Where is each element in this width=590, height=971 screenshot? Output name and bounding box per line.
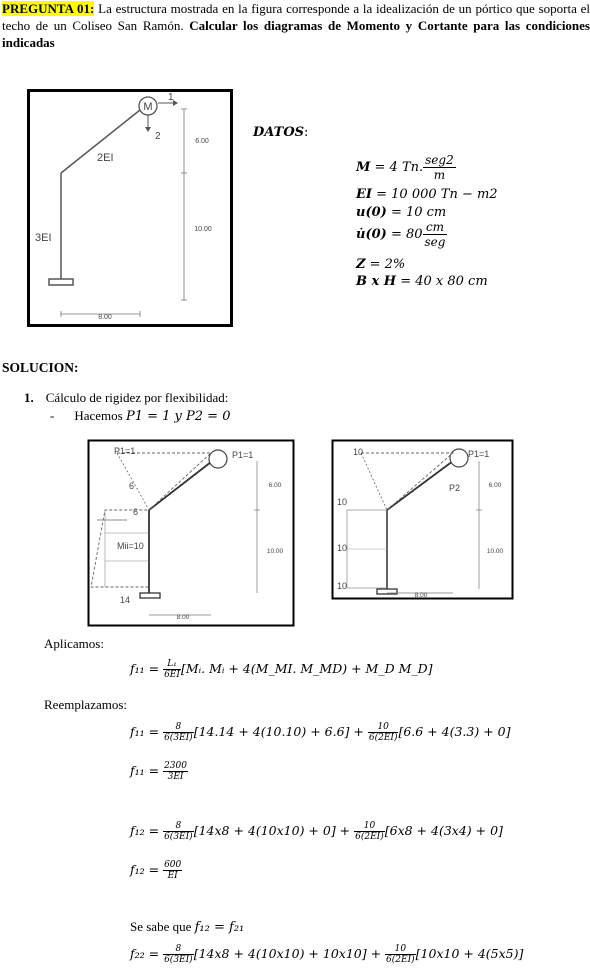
question-bold: Calcular los diagramas de Momento y Cortante para las condiciones indicadas — [2, 18, 590, 50]
reemplazamos-label: Reemplazamos: — [44, 697, 128, 712]
svg-text:10.00: 10.00 — [486, 548, 504, 555]
dof2-label: 2 — [155, 131, 161, 142]
question-paragraph — [2, 0, 590, 51]
svg-text:Mii=10: Mii=10 — [117, 541, 144, 551]
structure-figure — [27, 89, 233, 327]
eq-f12-result: f₁₂ = $\frac{600}{EI}$ — [130, 860, 182, 881]
datos-damping: Z = 2% — [356, 257, 406, 272]
svg-text:14: 14 — [120, 595, 131, 605]
se-sabe-line: Se sabe que f₁₂ = f₂₁ — [130, 919, 245, 935]
svg-text:P1=1: P1=1 — [468, 449, 490, 459]
svg-text:8.00: 8.00 — [414, 592, 428, 599]
dof1-arrow — [173, 100, 178, 106]
moment-diagram-p1 — [87, 439, 295, 627]
svg-text:6.00: 6.00 — [488, 482, 502, 489]
moment-diagram-p2 — [331, 439, 514, 600]
svg-text:10: 10 — [337, 581, 348, 591]
question-label: PREGUNTA 01: — [2, 1, 95, 16]
datos-u0: u(0) = 10 cm — [356, 205, 447, 220]
dof2-arrow — [145, 127, 151, 132]
aplicamos-label: Aplicamos: — [44, 636, 104, 651]
svg-text:6: 6 — [129, 481, 135, 491]
dim-top: 6.00 — [195, 138, 209, 145]
datos-v0: u̇(0) = 80 cm seg — [356, 220, 446, 249]
svg-text:P1=1: P1=1 — [232, 450, 254, 460]
svg-text:8.00: 8.00 — [176, 614, 190, 621]
dim-span: 8.00 — [98, 314, 112, 321]
svg-text:10: 10 — [337, 543, 348, 553]
datos-section: B x H = 40 x 80 cm — [356, 274, 488, 289]
step-1: 1. Cálculo de rigidez por flexibilidad: — [24, 390, 229, 405]
eq-f11-sub: f₁₁ = $\frac{8}{6(3EI)}$ [14.14 + 4(10.10) + 6.6] + $\frac{10}{6(2EI)}$ [6.6 + 4(3.3) + 0] — [130, 722, 511, 743]
svg-text:6: 6 — [133, 507, 139, 517]
eq-f12-sub: f₁₂ = $\frac{8}{6(3EI)}$ [14x8 + 4(10x10) + 0] + $\frac{10}{6(2EI)}$ [6x8 + 4(3x4) + 0] — [130, 821, 503, 842]
eq-f11-general: f₁₁ = $\frac{\text{L₁}}{6EI}$ [Mᵢ. Mᵢ + 4(M_MI. M_MD) + M_D M_D] — [130, 659, 433, 680]
eq-f11-result: f₁₁ = $\frac{2300}{3EI}$ — [130, 761, 187, 782]
column-stiffness: 3EI — [35, 232, 52, 244]
figure-frame — [29, 91, 232, 326]
solucion-title: SOLUCION: — [2, 360, 79, 375]
support-symbol — [49, 279, 73, 285]
svg-text:P1=1: P1=1 — [114, 446, 136, 456]
dof1-label: 1 — [168, 92, 174, 103]
step-1-sub: - Hacemos P1 = 1 y P2 = 0 — [50, 408, 231, 424]
dim-bottom: 10.00 — [194, 226, 212, 233]
svg-text:6.00: 6.00 — [268, 482, 282, 489]
datos-mass: M = 4 Tn. seg2 m — [356, 153, 454, 182]
question-text: La estructura mostrada en la figura corresponde a la idealización de un pórtico que soporta el techo de un Coliseo San Ramón. — [2, 1, 590, 33]
svg-text:10: 10 — [337, 497, 348, 507]
eq-f22-sub: f₂₂ = $\frac{8}{6(3EI)}$ [14x8 + 4(10x10) + 10x10] + $\frac{10}{6(2EI)}$ [10x10 + 4(5x5)] — [130, 944, 524, 965]
svg-text:10: 10 — [353, 447, 364, 457]
svg-text:10.00: 10.00 — [266, 548, 284, 555]
mass-label: M — [143, 101, 153, 113]
datos-title: DATOS: — [253, 125, 309, 140]
datos-ei: EI = 10 000 Tn − m2 — [356, 187, 498, 202]
svg-text:P2: P2 — [449, 483, 461, 493]
beam-stiffness: 2EI — [97, 152, 114, 164]
